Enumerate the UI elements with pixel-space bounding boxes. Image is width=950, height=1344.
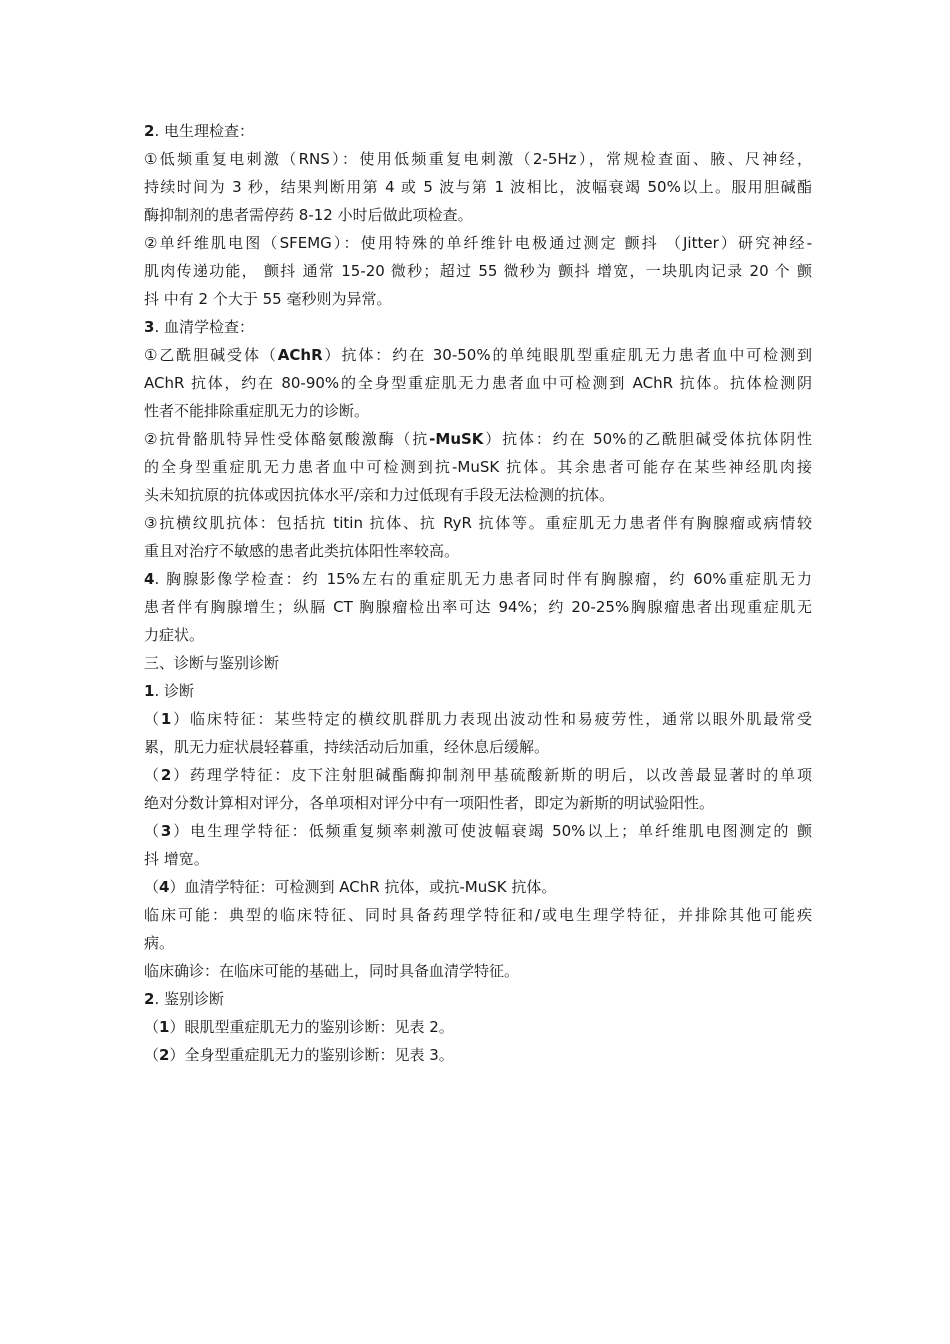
section-4-line-1 — [144, 565, 812, 593]
electrophysiology-feature-line-1 — [144, 817, 812, 845]
bracket: （ — [144, 766, 161, 784]
document-page — [144, 117, 812, 1069]
rns-paragraph-line-3: 酶抑制剂的患者需停药 8-12 小时后做此项检查。 — [144, 206, 473, 224]
achr-paragraph-line-2: AChR 抗体，约在 80-90%的全身型重症肌无力患者血中可检测到 AChR 抗体。抗体检测阴 — [144, 374, 812, 392]
section-number: 1 — [144, 682, 155, 700]
bracket: （ — [144, 710, 161, 728]
section-4-line-2: 患者伴有胸腺增生；纵膈 CT 胸腺瘤检出率可达 94%；约 20-25%胸腺瘤患者出现重症肌无 — [144, 598, 812, 616]
text-run: ）血清学特征：可检测到 AChR 抗体，或抗-MuSK 抗体。 — [169, 878, 557, 896]
bracket: （ — [144, 1046, 160, 1064]
section-title: . 血清学检查： — [154, 318, 254, 336]
sfemg-paragraph-line-2: 肌肉传递功能， 颤抖 通常 15-20 微秒；超过 55 微秒为 颤抖 增宽，一块肌肉记录 20 个 颤 — [144, 262, 812, 280]
section-number: 2 — [144, 990, 155, 1008]
bracket: （ — [144, 1018, 160, 1036]
diagnosis-heading — [144, 677, 812, 705]
titin-paragraph-line-1: ③抗横纹肌抗体：包括抗 titin 抗体、抗 RyR 抗体等。重症肌无力患者伴有胸腺瘤或病情较 — [144, 514, 812, 532]
item-number: 2 — [159, 1046, 170, 1064]
section-title: . 诊断 — [154, 682, 194, 700]
section-number: 4 — [144, 570, 155, 588]
item-number: 3 — [160, 822, 172, 840]
item-number: 2 — [160, 766, 172, 784]
musk-paragraph-line-1 — [144, 425, 812, 453]
section-4-line-3: 力症状。 — [144, 626, 205, 644]
section-2-heading — [144, 117, 812, 145]
musk-paragraph-line-2: 的全身型重症肌无力患者血中可检测到抗-MuSK 抗体。其余患者可能存在某些神经肌肉接 — [144, 458, 812, 476]
sfemg-paragraph-line-1: ②单纤维肌电图（SFEMG）：使用特殊的单纤维针电极通过测定 颤抖 （Jitter）研究神经- — [144, 234, 812, 252]
section-title: . 电生理检查： — [154, 122, 254, 140]
text-run: ）眼肌型重症肌无力的鉴别诊断：见表 2。 — [169, 1018, 454, 1036]
text-run: . 胸腺影像学检查：约 15%左右的重症肌无力患者同时伴有胸腺瘤，约 60%重症肌无力 — [154, 570, 812, 588]
section-number: 2 — [144, 122, 155, 140]
text-run: ）电生理学特征：低频重复频率刺激可使波幅衰竭 50%以上；单纤维肌电图测定的 颤 — [171, 822, 812, 840]
bracket: （ — [144, 822, 161, 840]
clinical-feature-line-2: 累，肌无力症状晨轻暮重，持续活动后加重，经休息后缓解。 — [144, 738, 550, 756]
sfemg-paragraph-line-3: 抖 中有 2 个大于 55 毫秒则为异常。 — [144, 290, 392, 308]
differential-item-1 — [144, 1013, 812, 1041]
text-run: ）抗体：约在 30-50%的单纯眼肌型重症肌无力患者血中可检测到 — [322, 346, 812, 364]
clinical-feature-line-1 — [144, 705, 812, 733]
serology-feature-line — [144, 873, 812, 901]
achr-paragraph-line-3: 性者不能排除重症肌无力的诊断。 — [144, 402, 370, 420]
section-3-heading — [144, 313, 812, 341]
clinical-confirm-line: 临床确诊：在临床可能的基础上，同时具备血清学特征。 — [144, 962, 520, 980]
item-number: 1 — [160, 710, 172, 728]
bold-term: AChR — [277, 346, 323, 364]
bold-term: -MuSK — [429, 430, 484, 448]
bracket: （ — [144, 878, 160, 896]
text-run: ）全身型重症肌无力的鉴别诊断：见表 3。 — [169, 1046, 454, 1064]
section-title: . 鉴别诊断 — [154, 990, 224, 1008]
rns-paragraph-line-2: 持续时间为 3 秒，结果判断用第 4 或 5 波与第 1 波相比，波幅衰竭 50%以上。服用胆碱酯 — [144, 178, 812, 196]
chapter-heading: 三、诊断与鉴别诊断 — [144, 654, 280, 672]
clinical-possible-line-1: 临床可能：典型的临床特征、同时具备药理学特征和/或电生理学特征，并排除其他可能疾 — [144, 906, 812, 924]
text-run: ）药理学特征：皮下注射胆碱酯酶抑制剂甲基硫酸新斯的明后，以改善最显著时的单项 — [171, 766, 812, 784]
pharmacology-feature-line-1 — [144, 761, 812, 789]
achr-paragraph-line-1 — [144, 341, 812, 369]
text-run: ①乙酰胆碱受体（ — [144, 346, 278, 364]
section-number: 3 — [144, 318, 155, 336]
clinical-possible-line-2: 病。 — [144, 934, 175, 952]
text-run: ）临床特征：某些特定的横纹肌群肌力表现出波动性和易疲劳性，通常以眼外肌最常受 — [171, 710, 812, 728]
electrophysiology-feature-line-2: 抖 增宽。 — [144, 850, 209, 868]
differential-item-2 — [144, 1041, 812, 1069]
titin-paragraph-line-2: 重且对治疗不敏感的患者此类抗体阳性率较高。 — [144, 542, 460, 560]
pharmacology-feature-line-2: 绝对分数计算相对评分，各单项相对评分中有一项阳性者，即定为新斯的明试验阳性。 — [144, 794, 715, 812]
musk-paragraph-line-3: 头未知抗原的抗体或因抗体水平/亲和力过低现有手段无法检测的抗体。 — [144, 486, 615, 504]
text-run: ②抗骨骼肌特异性受体酪氨酸激酶（抗 — [144, 430, 430, 448]
text-run: ）抗体：约在 50%的乙酰胆碱受体抗体阴性 — [483, 430, 812, 448]
item-number: 1 — [159, 1018, 170, 1036]
rns-paragraph-line-1: ①低频重复电刺激（RNS）：使用低频重复电刺激（2-5Hz），常规检查面、腋、尺神经， — [144, 150, 812, 168]
differential-heading — [144, 985, 812, 1013]
item-number: 4 — [159, 878, 170, 896]
